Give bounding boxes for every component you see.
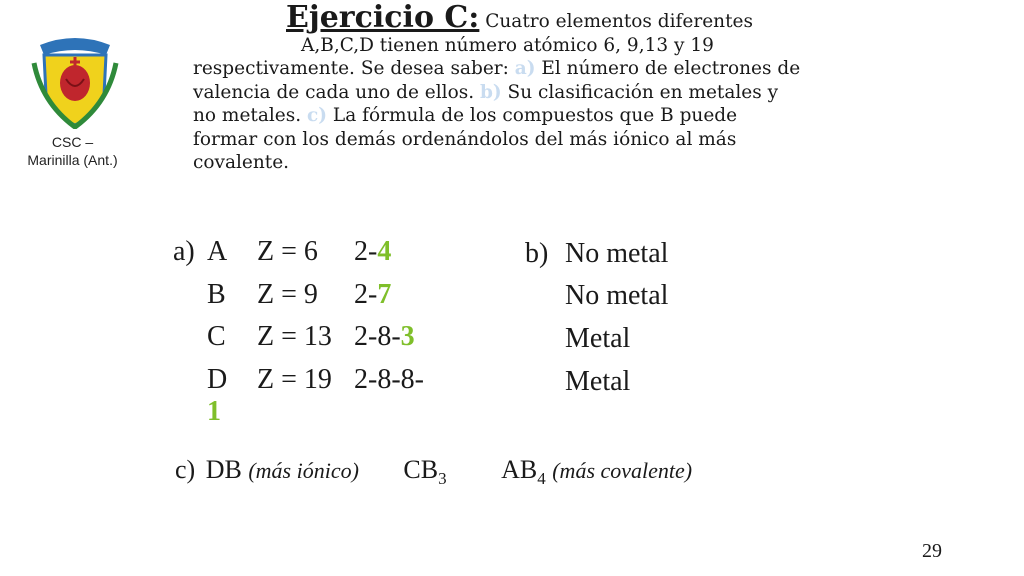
statement-line4-post: Su clasificación en metales y: [501, 81, 779, 103]
formula-ab4: [501, 455, 546, 489]
element-c-symbol: C: [207, 321, 226, 352]
element-c-config: [354, 320, 415, 354]
classification-d: Metal: [565, 366, 631, 397]
element-a-z: Z = 6: [257, 236, 318, 267]
classification-c: Metal: [565, 323, 631, 354]
logo-caption: [10, 133, 135, 169]
statement-line5: [193, 104, 903, 128]
highlight-c: c): [307, 105, 328, 126]
element-a-config: [354, 235, 391, 269]
classification-b: No metal: [565, 280, 669, 311]
element-a-symbol: A: [207, 236, 228, 267]
statement-line3-post: El número de electrones de: [535, 58, 801, 79]
exercise-title-line: [193, 0, 903, 35]
formula-cb3-base: CB: [403, 455, 439, 484]
part-c-label: c): [175, 455, 196, 484]
exercise-statement: [193, 0, 903, 175]
element-b-config: [354, 278, 391, 312]
statement-line7: covalente.: [193, 152, 290, 173]
classification-a: No metal: [565, 238, 669, 269]
formula-db: DB: [205, 455, 242, 484]
crest-emblem-icon: [30, 33, 120, 129]
part-b-label: b): [525, 238, 549, 269]
school-crest-logo: [30, 33, 120, 129]
element-d-symbol: D: [207, 364, 228, 395]
part-c-line: [175, 455, 692, 489]
formula-ab4-base: AB: [501, 455, 538, 484]
statement-line1: Cuatro elementos diferentes: [479, 11, 753, 32]
highlight-b: b): [479, 81, 502, 103]
formula-cb3-sub: 3: [438, 469, 447, 489]
element-c-z: Z = 13: [257, 321, 332, 352]
page-number: 29: [922, 540, 942, 562]
element-b-valence: 7: [377, 279, 392, 310]
statement-line3-pre: respectivamente. Se desea saber:: [193, 58, 515, 79]
part-a-label: a): [173, 236, 195, 267]
formula-ab4-sub: 4: [537, 469, 546, 489]
statement-line5-pre: no metales.: [193, 105, 308, 126]
element-c-valence: 3: [400, 321, 415, 352]
element-a-config-base: 2-: [354, 236, 378, 267]
element-c-config-base: 2-8-: [354, 321, 401, 352]
statement-line2: A,B,C,D tienen número atómico 6, 9,13 y 19: [301, 34, 714, 56]
statement-line4-pre: valencia de cada uno de ellos.: [193, 81, 480, 103]
formula-cb3: [403, 455, 447, 489]
element-d-z: Z = 19: [257, 364, 332, 395]
statement-line6: formar con los demás ordenándolos del más iónico al más: [193, 128, 737, 150]
formula-db-note: (más iónico): [248, 458, 359, 483]
logo-caption-line2: Marinilla (Ant.): [27, 152, 118, 168]
exercise-title: Ejercicio C:: [286, 0, 480, 35]
logo-caption-line1: CSC –: [51, 134, 94, 150]
element-b-config-base: 2-: [354, 279, 378, 310]
statement-line5-post: La fórmula de los compuestos que B puede: [327, 105, 738, 126]
highlight-a: a): [514, 58, 536, 79]
formula-ab4-note: (más covalente): [552, 458, 693, 483]
statement-line4: [193, 81, 903, 105]
element-b-symbol: B: [207, 279, 226, 310]
statement-line3: [193, 57, 903, 81]
element-d-valence: 1: [207, 396, 221, 427]
element-b-z: Z = 9: [257, 279, 318, 310]
element-a-valence: 4: [377, 236, 392, 267]
element-d-config: 2-8-8-: [354, 364, 424, 395]
